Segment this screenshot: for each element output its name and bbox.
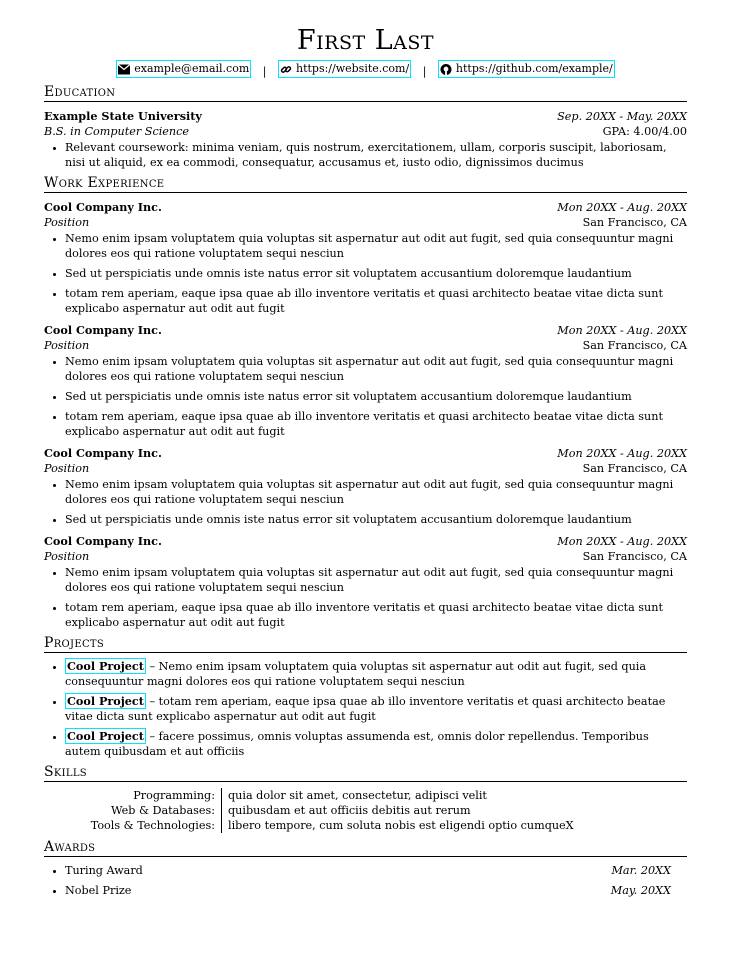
award-item <box>65 883 687 898</box>
link-icon <box>280 64 292 75</box>
education-entry <box>44 109 687 170</box>
skills-heading: Skills <box>44 764 687 782</box>
skills-table <box>44 788 687 833</box>
job-bullet: • totam rem aperiam, eaque ipsa quae ab illo inventore veritatis et quasi architecto beatae vitae dicta sunt explicabo aspernatur aut odit aut fugit <box>65 286 687 316</box>
experience-heading: Work Experience <box>44 175 687 193</box>
job-bullet: • totam rem aperiam, eaque ipsa quae ab illo inventore veritatis et quasi architecto beatae vitae dicta sunt explicabo aspernatur aut odit aut fugit <box>65 600 687 630</box>
job-location: San Francisco, CA <box>582 461 687 475</box>
company-name: Cool Company Inc. <box>44 445 162 460</box>
separator: | <box>262 64 267 78</box>
award-name: • Nobel Prize <box>65 883 132 897</box>
skill-value: quia dolor sit amet, consectetur, adipisci velit <box>228 788 487 802</box>
school-name: Example State University <box>44 108 202 123</box>
project-item <box>65 659 687 689</box>
job-location: San Francisco, CA <box>582 549 687 563</box>
award-item <box>65 863 687 878</box>
job-entry <box>44 323 687 439</box>
project-link[interactable]: Cool Project <box>67 728 144 743</box>
skill-label: Tools & Technologies: <box>44 818 222 833</box>
project-link[interactable]: Cool Project <box>67 693 144 708</box>
job-bullet: • Sed ut perspiciatis unde omnis iste natus error sit voluptatem accusantium doloremque laudantium <box>65 389 687 404</box>
job-bullet: • Sed ut perspiciatis unde omnis iste natus error sit voluptatem accusantium doloremque laudantium <box>65 512 687 527</box>
gpa: GPA: 4.00/4.00 <box>602 124 687 138</box>
job-entry <box>44 534 687 630</box>
github-icon <box>440 64 452 75</box>
skill-label: Programming: <box>44 788 222 803</box>
project-desc: – totam rem aperiam, eaque ipsa quae ab illo inventore veritatis et quasi architecto beatae vitae dicta sunt explicabo aspernatur aut odit aut fugit <box>65 694 666 723</box>
job-bullet: • Nemo enim ipsam voluptatem quia voluptas sit aspernatur aut odit aut fugit, sed quia consequuntur magni dolores eos qui ratione voluptatem sequi nesciun <box>65 354 687 384</box>
website-text: https://website.com/ <box>295 62 410 75</box>
award-date: May. 20XX <box>610 883 671 897</box>
education-heading: Education <box>44 84 687 102</box>
degree: B.S. in Computer Science <box>44 124 190 138</box>
job-position: Position <box>44 461 90 475</box>
company-name: Cool Company Inc. <box>44 322 162 337</box>
job-entry <box>44 446 687 527</box>
award-name: • Turing Award <box>65 863 143 877</box>
job-position: Position <box>44 215 90 229</box>
skill-value: libero tempore, cum soluta nobis est eligendi optio cumqueX <box>228 818 574 832</box>
job-dates: Mon 20XX - Aug. 20XX <box>557 323 687 337</box>
github-text: https://github.com/example/ <box>455 62 613 75</box>
separator: | <box>422 64 427 78</box>
job-dates: Mon 20XX - Aug. 20XX <box>557 200 687 214</box>
email-text: example@email.com <box>134 62 250 75</box>
resume-name: First Last <box>296 25 435 56</box>
coursework: • Relevant coursework: minima veniam, quis nostrum, exercitationem, ullam, corporis suscipit, laboriosam, nisi ut aliquid, ex ea commodi, consequatur, accusamus et, iusto odio, dignissimos ducimus <box>65 140 687 170</box>
job-position: Position <box>44 549 90 563</box>
skill-label: Web & Databases: <box>44 803 222 818</box>
projects-heading: Projects <box>44 635 687 653</box>
job-dates: Mon 20XX - Aug. 20XX <box>557 446 687 460</box>
education-dates: Sep. 20XX - May. 20XX <box>557 109 687 123</box>
job-bullet: • Nemo enim ipsam voluptatem quia voluptas sit aspernatur aut odit aut fugit, sed quia consequuntur magni dolores eos qui ratione voluptatem sequi nesciun <box>65 231 687 261</box>
award-date: Mar. 20XX <box>611 863 671 877</box>
project-item <box>65 729 687 759</box>
envelope-icon <box>118 64 130 75</box>
job-location: San Francisco, CA <box>582 215 687 229</box>
company-name: Cool Company Inc. <box>44 533 162 548</box>
email-link[interactable] <box>116 60 251 78</box>
job-position: Position <box>44 338 90 352</box>
project-desc: – facere possimus, omnis voluptas assumenda est, omnis dolor repellendus. Temporibus autem quibusdam et aut officiis <box>65 729 649 758</box>
website-link[interactable] <box>278 60 411 78</box>
project-item <box>65 694 687 724</box>
job-entry <box>44 200 687 316</box>
company-name: Cool Company Inc. <box>44 199 162 214</box>
job-bullet: • Sed ut perspiciatis unde omnis iste natus error sit voluptatem accusantium doloremque laudantium <box>65 266 687 281</box>
job-bullet: • Nemo enim ipsam voluptatem quia voluptas sit aspernatur aut odit aut fugit, sed quia consequuntur magni dolores eos qui ratione voluptatem sequi nesciun <box>65 477 687 507</box>
job-bullet: • totam rem aperiam, eaque ipsa quae ab illo inventore veritatis et quasi architecto beatae vitae dicta sunt explicabo aspernatur aut odit aut fugit <box>65 409 687 439</box>
job-dates: Mon 20XX - Aug. 20XX <box>557 534 687 548</box>
github-link[interactable] <box>438 60 615 78</box>
job-bullet: • Nemo enim ipsam voluptatem quia voluptas sit aspernatur aut odit aut fugit, sed quia consequuntur magni dolores eos qui ratione voluptatem sequi nesciun <box>65 565 687 595</box>
project-desc: – Nemo enim ipsam voluptatem quia voluptas sit aspernatur aut odit aut fugit, sed quia consequuntur magni dolores eos qui ratione voluptatem sequi nesciun <box>65 659 647 688</box>
skill-value: quibusdam et aut officiis debitis aut rerum <box>228 803 471 817</box>
project-link[interactable]: Cool Project <box>67 658 144 673</box>
job-location: San Francisco, CA <box>582 338 687 352</box>
awards-heading: Awards <box>44 839 687 857</box>
contact-line <box>44 60 687 80</box>
